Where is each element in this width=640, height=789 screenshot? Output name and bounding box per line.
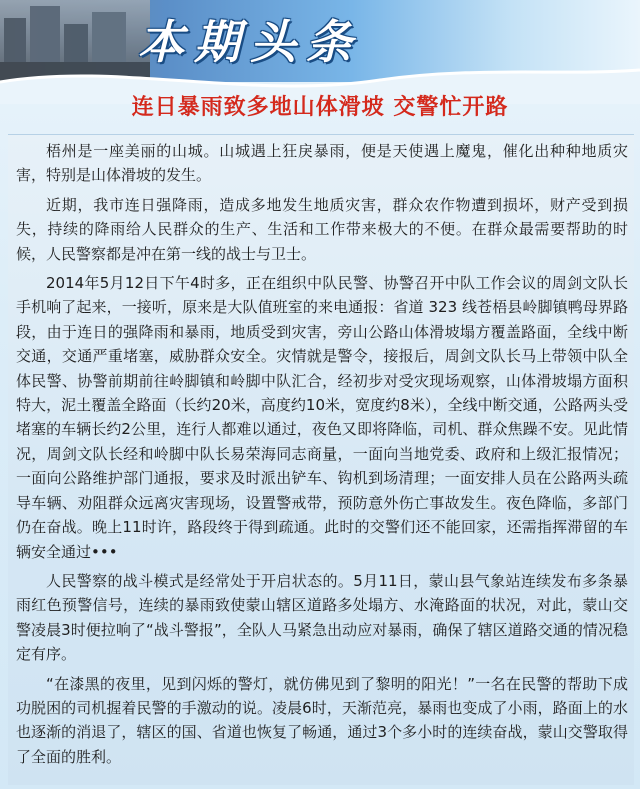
paragraph-5: “在漆黑的夜里，见到闪烁的警灯，就仿佛见到了黎明的阳光！”一名在民警的帮助下成功脱困的司机握着民警的手激动的说。凌晨6时，天渐范亮，暴雨也变成了小雨，路面上的水也逐渐的消退了，辖区的国、省道也恢复了畅通，通过3个多小时的连续奋战，蒙山交警取得了全面的胜利。 [16, 674, 628, 766]
article-body [8, 134, 634, 785]
banner-title: 本期头条 [138, 15, 362, 69]
paragraph-4: 人民警察的战斗模式是经常处于开启状态的。5月11日，蒙山县气象站连续发布多条暴雨红色预警信号，连续的暴雨致使蒙山辖区道路多处塌方、水淹路面的状况，对此，蒙山交警凌晨3时便拉响了“战斗警报”，全队人马紧急出动应对暴雨，确保了辖区道路交通的情况稳定有序。 [16, 571, 628, 664]
article-headline: 连日暴雨致多地山体滑坡 交警忙开路 [131, 95, 509, 120]
paragraph-2: 近期，我市连日强降雨，造成多地发生地质灾害，群众农作物遭到损坏，财产受到损失，持续的降雨给人民群众的生产、生活和工作带来极大的不便。在群众最需要帮助的时候，人民警察都是冲在第一线的战士与卫士。 [16, 195, 628, 263]
paragraph-3: 2014年5月12日下午4时多，正在组织中队民警、协警召开中队工作会议的周剑文队长手机响了起来，一接听，原来是大队值班室的来电通报：省道 323 线苍梧县岭脚镇鸭母界路段，由于连日的强降雨和暴雨，地质受到灾害，旁山公路山体滑坡塌方覆盖路面，全线中断交通，交通严重堵塞，威胁群众安全。灾情就是警令，接报后，周剑文队长马上带领中队全体民警、协警前期前往岭脚镇和岭脚中队汇合，经初步对受灾现场观察，山体滑坡塌方面积特大，泥土覆盖全路面（长约20米，高度约10米，宽度约8米），全线中断交通，公路两头受堵塞的车辆长约2公里，连行人都难以通过，夜色又即将降临，司机、群众焦躁不安。见此情况，周剑文队长经和岭脚中队长易荣海同志商量，一面向当地党委、政府和上级汇报情况；一面向公路维护部门通报，要求及时派出铲车、钩机到场清理；一面安排人员在公路两头疏导车辆、劝阻群众远离灾害现场，设置警戒带，预防意外伤亡事故发生。夜色降临，多部门仍在奋战。晚上11时许，路段终于得到疏通。此时的交警们还不能回家，还需指挥滞留的车辆安全通过••• [16, 274, 628, 561]
paragraph-1: 梧州是一座美丽的山城。山城遇上狂戾暴雨，便是天使遇上魔鬼，催化出种种地质灾害，特别是山体滑坡的发生。 [16, 142, 628, 185]
